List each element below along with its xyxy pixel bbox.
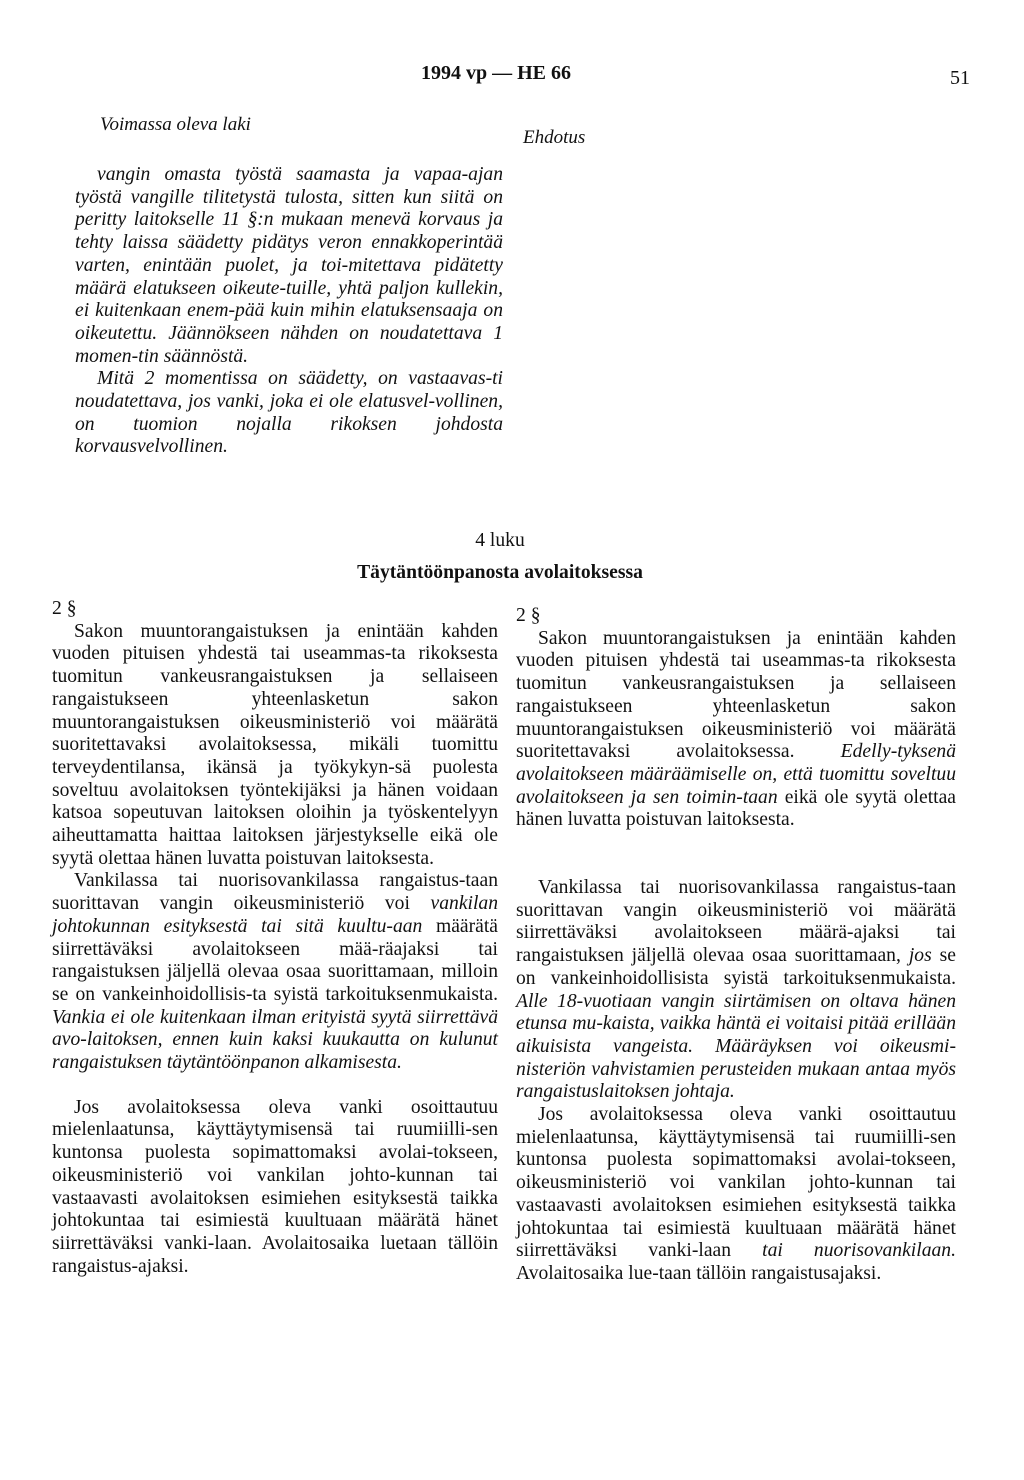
top-left-paragraph-2: Mitä 2 momentissa on säädetty, on vastaavas-ti noudatettava, jos vanki, joka ei ole elatusvel-vollinen, on tuomion nojalla rikoksen johdosta korvausvelvollinen. [75,368,503,458]
page-number: 51 [950,67,970,89]
left-column [52,598,498,1278]
running-title: 1994 vp — HE 66 [421,62,572,84]
left-paragraph-2: Vankilassa tai nuorisovankilassa rangaistus-taan suorittavan vangin oikeusministeriö voi vankilan johtokunnan esityksestä tai sitä kuultu-aan määrätä siirrettäväksi avolaitokseen mää-räajaksi tai rangaistuksen jäljellä olevaa osaa suorittamaan, milloin se on vankeinhoidollisis-ta syistä tarkoituksenmukaista. Vankia ei ole kuitenkaan ilman erityistä syytä siirrettävä avo-laitoksen, ennen kuin kaksi kuukautta on kulunut rangaistuksen täytäntöönpanon alkamisesta. [52,870,498,1074]
right-paragraph-1: Sakon muuntorangaistuksen ja enintään kahden vuoden pituisen yhdestä tai useammas-ta rikoksesta tuomitun vankeusrangaistuksen ja sellaiseen rangaistukseen yhteenlasketun sakon muuntorangaistuksen oikeusministeriö voi määrätä suoritettavaksi avolaitoksessa. Edelly-tyksenä avolaitokseen määräämiselle on, että tuomittu soveltuu avolaitokseen ja sen toimin-taan eikä ole syytä olettaa hänen luvatta poistuvan laitoksesta. [516,627,957,831]
right-paragraph-3: Jos avolaitoksessa oleva vanki osoittautuu mielenlaatunsa, käyttäytymisensä tai ruumiilli-sen kuntonsa puolesta sopimattomaksi avolai-tokseen, oikeusministeriö voi vankilan johto-kunnan tai vastaavasti avolaitoksen esimiehen esityksestä taikka johtokuntaa tai esimiestä kuultuaan määrätä hänet siirrettäväksi vanki-laan tai nuorisovankilaan. Avolaitosaika lue-taan tällöin rangaistusajaksi. [516,1104,956,1284]
chapter-title: Täytäntöönpanosta avolaitoksessa [357,562,643,583]
left-paragraph-1: Sakon muuntorangaistuksen ja enintään kahden vuoden pituisen yhdestä tai useammas-ta rikoksesta tuomitun vankeusrangaistuksen ja sellaiseen rangaistukseen yhteenlasketun sakon muuntorangaistuksen oikeusministeriö voi määrätä suoritettavaksi avolaitoksessa, mikäli tuomittu terveydentilansa, ikänsä ja työkykyn-sä puolesta soveltuu avolaitoksen työntekijäksi ja hänen voidaan katsoa sopeutuvan laitoksen oloihin ja työskentelyyn aiheuttamatta haittaa laitoksen järjestykselle eikä ole syytä olettaa hänen luvatta poistuvan laitoksesta. [52,620,499,869]
top-left-paragraph-1: vangin omasta työstä saamasta ja vapaa-ajan työstä vangille tilitetystä tulosta, sitten kun siitä on peritty laitokselle 11 §:n mukaan menevä korvaus ja tehty laissa säädetty pidätys veron ennakkoperintää varten, enintään puolet, ja toi-mitettava pidätetty määrä elatukseen oikeute-tuille, yhtä paljon kullekin, ei kuitenkaan enem-pää kuin mihin elatuksensaaja on oikeutettu. Jäännökseen nähden on noudatettava 1 momen-tin säännöstä. [75,164,503,367]
right-column [516,605,956,1286]
right-column-title: Ehdotus [523,127,586,148]
left-column-title: Voimassa oleva laki [100,114,251,135]
left-paragraph-3: Jos avolaitoksessa oleva vanki osoittautuu mielenlaatunsa, käyttäytymisensä tai ruumiilli-sen kuntonsa puolesta sopimattomaksi avolai-tokseen, oikeusministeriö voi vankilan johto-kunnan tai vastaavasti avolaitoksen esimiehen esityksestä taikka johtokuntaa tai esimiestä kuultuaan määrätä hänet siirrettäväksi vanki-laan. Avolaitosaika luetaan tällöin rangaistus-ajaksi. [52,1096,498,1277]
right-paragraph-2: Vankilassa tai nuorisovankilassa rangaistus-taan suorittavan vangin oikeusministeriö voi määrätä siirrettäväksi avolaitokseen määrä-ajaksi tai rangaistuksen jäljellä olevaa osaa suorittamaan, jos se on vankeinhoidollisista syistä tarkoituksenmukaista. Alle 18-vuotiaan vangin siirtämisen on oltava hänen etunsa mu-kaista, vaikka häntä ei voitaisi pitää erillään aikuisista vangeista. Määräyksen voi oikeusmi-nisteriön vahvistamien perusteiden mukaan antaa myös rangaistuslaitoksen johtaja. [516,877,957,1103]
top-left-text [75,164,503,459]
left-section-heading: 2 § [52,598,77,619]
chapter-number: 4 luku [475,530,525,551]
right-section-heading: 2 § [516,605,541,626]
